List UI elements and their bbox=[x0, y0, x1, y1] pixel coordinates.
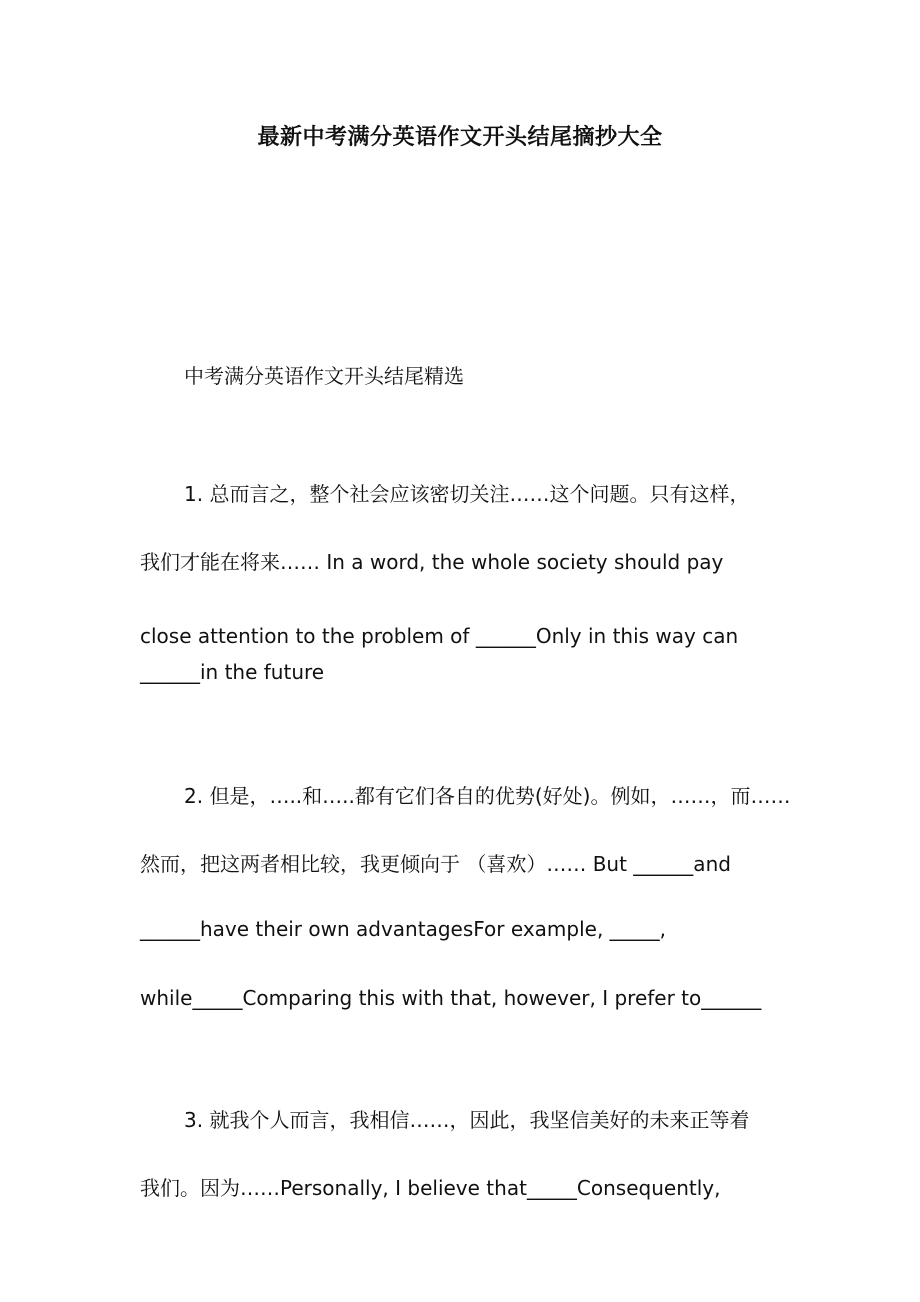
item-2-line-1: 2. 但是，…..和…..都有它们各自的优势(好处)。例如，……，而…… bbox=[184, 784, 791, 808]
item-1-line-3: close attention to the problem of ______Only in this way can bbox=[140, 624, 739, 648]
item-2-line-4: while_____Comparing this with that, however, I prefer to______ bbox=[140, 986, 762, 1010]
item-2-line-2: 然而，把这两者相比较，我更倾向于 （喜欢）…… But ______and bbox=[140, 852, 731, 876]
item-1-line-4: ______in the future bbox=[140, 660, 325, 684]
item-1-line-1: 1. 总而言之，整个社会应该密切关注……这个问题。只有这样， bbox=[184, 482, 750, 506]
item-1-line-2: 我们才能在将来…… In a word, the whole society should pay bbox=[140, 550, 724, 574]
item-3-line-2: 我们。因为……Personally, I believe that_____Consequently, bbox=[140, 1176, 721, 1200]
section-subtitle: 中考满分英语作文开头结尾精选 bbox=[184, 364, 464, 388]
document-title: 最新中考满分英语作文开头结尾摘抄大全 bbox=[257, 125, 663, 150]
item-2-line-3: ______have their own advantagesFor example, _____, bbox=[140, 917, 667, 941]
item-3-line-1: 3. 就我个人而言，我相信……，因此，我坚信美好的未来正等着 bbox=[184, 1108, 750, 1132]
